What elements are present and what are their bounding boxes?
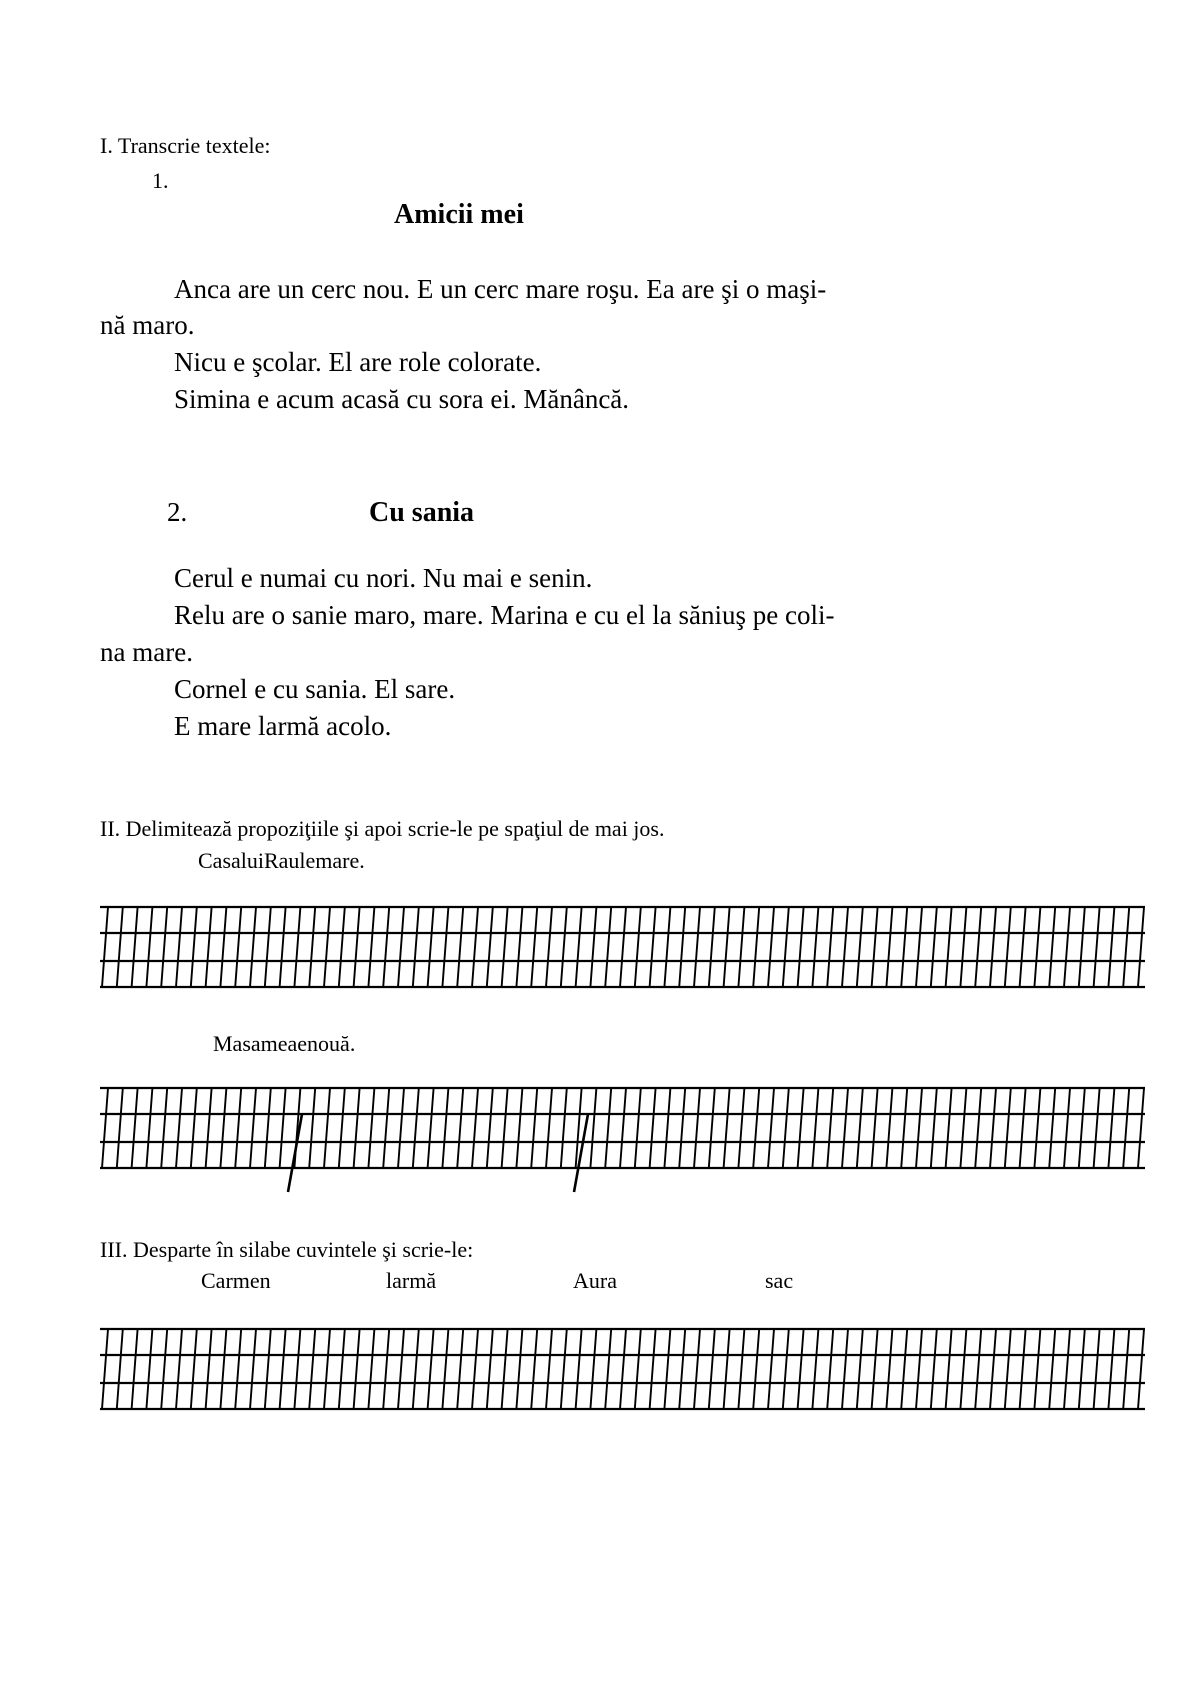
text-2-line-1: Cerul e numai cu nori. Nu mai e senin. [174,563,593,593]
slant-line [502,1329,508,1409]
slant-line [635,907,641,987]
text-1-line-1: Anca are un cerc nou. E un cerc mare roşu. Ea are şi o maşi- [174,274,827,304]
slant-line [368,1088,374,1168]
section-1-heading: I. Transcrie textele: [100,133,271,158]
slant-line [383,907,389,987]
slant-line [102,907,108,987]
slant-line [146,1329,152,1409]
slant-line [309,1329,315,1409]
slant-line [1020,907,1026,987]
slant-line [457,1088,463,1168]
slant-line [916,1088,922,1168]
slant-line [590,907,596,987]
slant-line [398,907,404,987]
slant-line [1064,1088,1070,1168]
slant-line [975,907,981,987]
text-1-line-4: Simina e acum acasă cu sora ei. Mănâncă. [174,384,630,414]
slant-line [1005,1088,1011,1168]
slant-line [191,1329,197,1409]
slant-line [428,907,434,987]
slant-line [354,907,360,987]
slant-line [398,1329,404,1409]
slant-line [1123,1329,1129,1409]
slant-line [1049,907,1055,987]
slant-line [146,1088,152,1168]
slant-line [383,1088,389,1168]
slant-line [546,907,552,987]
slant-line [576,907,582,987]
slant-line [368,1329,374,1409]
text-1-line-2: nă maro. [100,310,195,340]
slant-line [1005,1329,1011,1409]
writing-lines-2[interactable] [100,1084,1150,1194]
slant-line [1064,907,1070,987]
slant-line [842,1329,848,1409]
slant-line [1020,1088,1026,1168]
slant-line [191,907,197,987]
slant-line [1123,1088,1129,1168]
section-2-prompt-2: Masameaenouă. [213,1031,356,1056]
slant-line [561,1088,567,1168]
slant-line [857,1088,863,1168]
slant-line [176,1088,182,1168]
slant-line [753,907,759,987]
slant-line [650,1329,656,1409]
slant-line [990,907,996,987]
slant-line [250,907,256,987]
slant-line [413,1329,419,1409]
slant-line [635,1329,641,1409]
slant-line [280,1088,286,1168]
slant-line [117,1329,123,1409]
slant-line [487,907,493,987]
slant-line [1108,1329,1114,1409]
slant-line [901,1088,907,1168]
slant-line [827,907,833,987]
slant-line [798,1329,804,1409]
slant-line [1094,1088,1100,1168]
slant-line [457,1329,463,1409]
slant-line [487,1329,493,1409]
slant-line [132,907,138,987]
slant-line [250,1329,256,1409]
slant-line [398,1088,404,1168]
slant-line [886,1329,892,1409]
slant-line [339,1088,345,1168]
slant-line [798,907,804,987]
slant-line [990,1329,996,1409]
divider-mark-1 [288,1114,302,1192]
slant-line [783,907,789,987]
slant-line [1064,1329,1070,1409]
slant-line [1034,1329,1040,1409]
slant-line [812,1088,818,1168]
slant-line [605,1088,611,1168]
slant-line [679,1329,685,1409]
slant-line [191,1088,197,1168]
slant-line [901,1329,907,1409]
slant-line [931,1088,937,1168]
slant-line [546,1088,552,1168]
slant-line [294,907,300,987]
slant-line [1079,907,1085,987]
slant-line [664,907,670,987]
slant-line [561,1329,567,1409]
slant-line [664,1088,670,1168]
slant-line [206,1329,212,1409]
slant-line [1049,1329,1055,1409]
slant-line [679,907,685,987]
slant-line [738,1329,744,1409]
writing-lines-1[interactable] [100,903,1150,998]
slant-line [872,1329,878,1409]
slant-line [576,1329,582,1409]
slant-line [872,1088,878,1168]
slant-line [383,1329,389,1409]
slant-line [472,1329,478,1409]
slant-line [1020,1329,1026,1409]
slant-line [975,1329,981,1409]
slant-line [590,1329,596,1409]
slant-line [235,1329,241,1409]
syllable-word-3: Aura [573,1268,617,1293]
slant-line [442,907,448,987]
slant-line [635,1088,641,1168]
slant-line [1108,1088,1114,1168]
slant-line [1034,907,1040,987]
slant-line [235,1088,241,1168]
slant-line [694,1329,700,1409]
slant-line [235,907,241,987]
slant-line [946,1329,952,1409]
slant-line [620,1329,626,1409]
slant-line [960,1088,966,1168]
slant-line [1034,1088,1040,1168]
slant-line [531,1088,537,1168]
slant-line [694,1088,700,1168]
slant-line [724,907,730,987]
section-2-prompt-1: CasaluiRaulemare. [198,848,365,873]
slant-line [620,907,626,987]
slant-line [842,1088,848,1168]
slant-line [857,1329,863,1409]
text-2-title: Cu sania [369,497,475,528]
slant-line [561,907,567,987]
slant-line [339,907,345,987]
text-2-line-3: na mare. [100,637,193,667]
text-2-line-5: E mare larmă acolo. [174,711,392,741]
slant-line [975,1088,981,1168]
slant-line [1123,907,1129,987]
slant-line [146,907,152,987]
slant-line [738,1088,744,1168]
slant-line [916,1329,922,1409]
slant-line [413,1088,419,1168]
slant-line [886,907,892,987]
slant-line [354,1088,360,1168]
slant-line [827,1088,833,1168]
slant-line [502,907,508,987]
slant-line [709,907,715,987]
slant-line [1094,907,1100,987]
slant-line [724,1329,730,1409]
slant-line [1094,1329,1100,1409]
slant-line [1049,1088,1055,1168]
slant-line [931,907,937,987]
slant-line [161,1088,167,1168]
slant-line [280,907,286,987]
slant-line [516,1088,522,1168]
syllable-word-1: Carmen [201,1268,271,1293]
text-1-title: Amicii mei [394,199,524,230]
slant-line [516,1329,522,1409]
slant-line [768,907,774,987]
slant-line [783,1329,789,1409]
slant-line [620,1088,626,1168]
slant-line [857,907,863,987]
slant-line [1138,1329,1144,1409]
slant-line [531,1329,537,1409]
slant-line [280,1329,286,1409]
slant-line [132,1329,138,1409]
slant-line [590,1088,596,1168]
slant-line [324,1088,330,1168]
slant-line [753,1329,759,1409]
slant-line [709,1329,715,1409]
slant-line [1108,907,1114,987]
slant-line [428,1329,434,1409]
slant-line [161,907,167,987]
slant-line [472,1088,478,1168]
text-1-number: 1. [152,168,169,193]
slant-line [753,1088,759,1168]
slant-line [502,1088,508,1168]
slant-line [413,907,419,987]
slant-line [946,1088,952,1168]
slant-line [768,1329,774,1409]
slant-line [812,1329,818,1409]
slant-line [220,907,226,987]
slant-line [265,1088,271,1168]
slant-line [206,907,212,987]
text-2-line-4: Cornel e cu sania. El sare. [174,674,456,704]
slant-line [442,1088,448,1168]
slant-line [798,1088,804,1168]
slant-line [931,1329,937,1409]
slant-line [176,1329,182,1409]
slant-line [161,1329,167,1409]
slant-line [709,1088,715,1168]
text-1-line-3: Nicu e şcolar. El are role colorate. [174,347,542,377]
slant-line [724,1088,730,1168]
syllable-word-4: sac [765,1268,794,1293]
slant-line [176,907,182,987]
slant-line [117,907,123,987]
slant-line [102,1329,108,1409]
slant-line [886,1088,892,1168]
slant-line [1005,907,1011,987]
slant-line [220,1088,226,1168]
slant-line [960,907,966,987]
slant-line [872,907,878,987]
slant-line [605,907,611,987]
slant-line [368,907,374,987]
slant-line [265,907,271,987]
slant-line [990,1088,996,1168]
slant-line [1138,1088,1144,1168]
slant-line [354,1329,360,1409]
slant-line [650,1088,656,1168]
slant-line [102,1088,108,1168]
slant-line [220,1329,226,1409]
slant-line [250,1088,256,1168]
slant-line [694,907,700,987]
slant-line [1079,1088,1085,1168]
syllable-word-2: larmă [386,1268,437,1293]
slant-line [265,1329,271,1409]
slant-line [650,907,656,987]
slant-line [1079,1329,1085,1409]
writing-lines-3[interactable] [100,1325,1150,1420]
slant-line [442,1329,448,1409]
slant-line [132,1088,138,1168]
slant-line [842,907,848,987]
slant-line [1138,907,1144,987]
slant-line [768,1088,774,1168]
slant-line [916,907,922,987]
slant-line [738,907,744,987]
text-2-number: 2. [167,497,188,527]
section-3-heading: III. Desparte în silabe cuvintele şi scrie-le: [100,1237,474,1262]
slant-line [546,1329,552,1409]
slant-line [531,907,537,987]
section-2-heading: II. Delimitează propoziţiile şi apoi scrie-le pe spaţiul de mai jos. [100,816,665,841]
slant-line [605,1329,611,1409]
slant-line [516,907,522,987]
slant-line [309,1088,315,1168]
slant-line [117,1088,123,1168]
slant-line [428,1088,434,1168]
slant-line [901,907,907,987]
slant-line [324,907,330,987]
slant-line [487,1088,493,1168]
slant-line [472,907,478,987]
slant-line [679,1088,685,1168]
slant-line [309,907,315,987]
slant-line [664,1329,670,1409]
slant-line [783,1088,789,1168]
slant-line [457,907,463,987]
slant-line [946,907,952,987]
slant-line [324,1329,330,1409]
slant-line [812,907,818,987]
slant-line [339,1329,345,1409]
slant-line [827,1329,833,1409]
text-2-line-2: Relu are o sanie maro, mare. Marina e cu el la săniuş pe coli- [174,600,835,630]
slant-line [206,1088,212,1168]
slant-line [960,1329,966,1409]
slant-line [294,1329,300,1409]
